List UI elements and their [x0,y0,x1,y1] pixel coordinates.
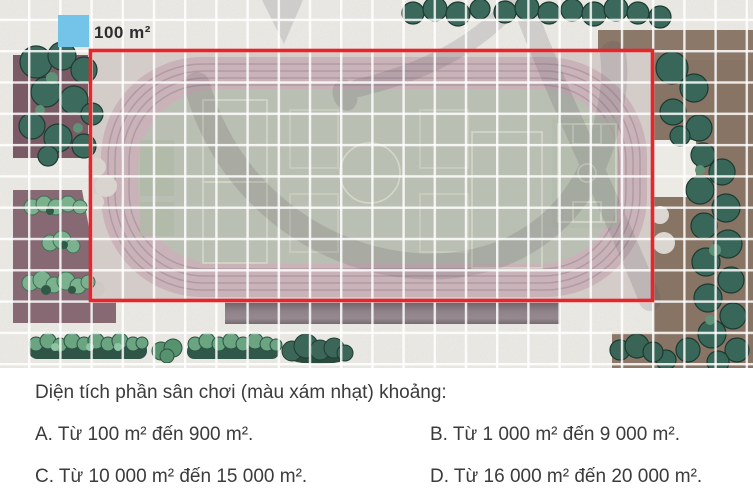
question-prompt: Diện tích phần sân chơi (màu xám nhạt) khoảng: [35,382,447,403]
option-a: A. Từ 100 m² đến 900 m². [35,424,254,445]
option-c: C. Từ 10 000 m² đến 15 000 m². [35,466,308,487]
option-b: B. Từ 1 000 m² đến 9 000 m². [430,424,680,445]
legend-area-label: 100 m² [94,23,151,42]
option-d: D. Từ 16 000 m² đến 20 000 m². [430,466,703,487]
legend-square [58,15,89,47]
